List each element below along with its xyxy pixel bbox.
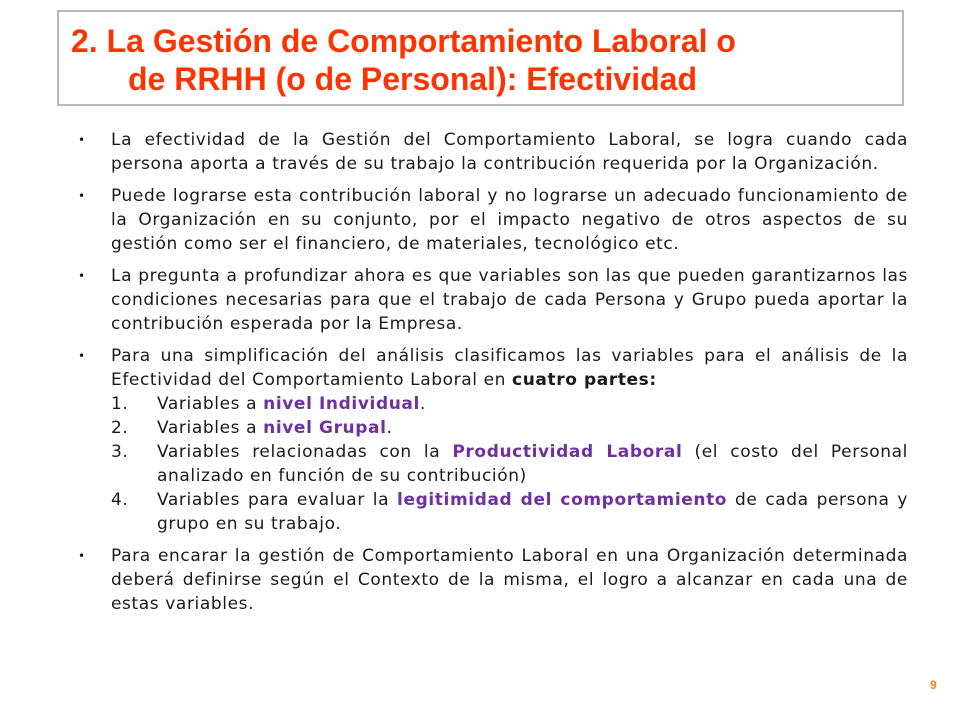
bullet-dot-icon: • — [78, 269, 86, 283]
item-number: 4. — [111, 490, 129, 510]
list-item: 2. Variables a nivel Grupal. — [111, 418, 393, 438]
bullet-dot-icon: • — [78, 189, 86, 203]
bullet-dot-icon: • — [78, 133, 86, 147]
highlight-text: Productividad Laboral — [452, 442, 683, 462]
highlight-text: legitimidad del comportamiento — [397, 490, 728, 510]
bullet-item-classification — [78, 344, 908, 536]
variables-list — [111, 392, 908, 536]
highlight-text: nivel Individual — [263, 394, 420, 414]
slide-title — [57, 10, 904, 106]
item-number: 3. — [111, 442, 129, 462]
list-item: 1. Variables a nivel Individual. — [111, 394, 426, 414]
bullet-text: La efectividad de la Gestión del Comportamiento Laboral, se logra cuando cada persona aporta a través de su trabajo la contribución requerida por la Organización. — [111, 130, 908, 174]
bold-phrase: cuatro partes: — [512, 370, 657, 390]
item-number: 1. — [111, 394, 129, 414]
bullet-item — [78, 128, 908, 176]
bullet-item — [78, 264, 908, 336]
slide-body — [78, 128, 908, 624]
item-number: 2. — [111, 418, 129, 438]
bullet-text: La pregunta a profundizar ahora es que variables son las que pueden garantizarnos las condiciones necesarias para que el trabajo de cada Persona y Grupo pueda aportar la contribución esperada por la Empresa. — [111, 266, 908, 334]
bullet-dot-icon: • — [78, 349, 86, 363]
title-line-1: 2. La Gestión de Comportamiento Laboral o — [71, 23, 736, 59]
title-line-2: de RRHH (o de Personal): Efectividad — [128, 61, 697, 97]
list-item: 3. Variables relacionadas con la Productividad Laboral (el costo del Personal analizado en función de su contribución) — [111, 442, 908, 486]
bullet-item — [78, 184, 908, 256]
page-number: 9 — [930, 678, 937, 692]
bullet-dot-icon: • — [78, 549, 86, 563]
highlight-text: nivel Grupal — [263, 418, 387, 438]
bullet-text: Para una simplificación del análisis clasificamos las variables para el análisis de la Efectividad del Comportamiento Laboral en — [111, 346, 908, 390]
list-item: 4. Variables para evaluar la legitimidad del comportamiento de cada persona y grupo en su trabajo. — [111, 490, 908, 534]
bullet-text: Para encarar la gestión de Comportamiento Laboral en una Organización determinada deberá definirse según el Contexto de la misma, el logro a alcanzar en cada una de estas variables. — [111, 546, 908, 614]
bullet-text: Puede lograrse esta contribución laboral y no lograrse un adecuado funcionamiento de la Organización en su conjunto, por el impacto negativo de otros aspectos de su gestión como ser el financiero, de materiales, tecnológico etc. — [111, 186, 908, 254]
bullet-item — [78, 544, 908, 616]
